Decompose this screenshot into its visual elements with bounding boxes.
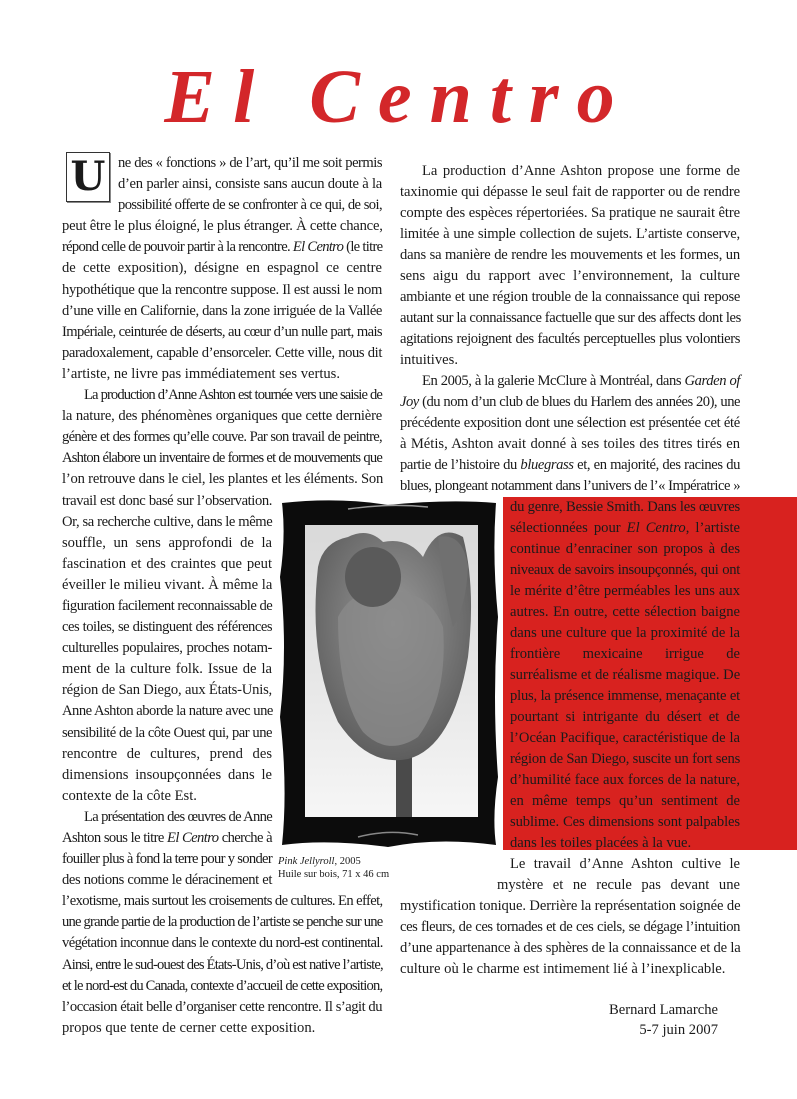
text-span: figuration facilement reconnaissable de — [62, 597, 273, 614]
text-line — [62, 828, 272, 849]
text-line — [118, 174, 382, 195]
text-line — [400, 938, 740, 959]
text-line — [62, 891, 382, 912]
text-line — [62, 301, 382, 322]
text-span: dans sa manière de rendre les mouvements et les formes, un — [400, 247, 740, 263]
page-title: El Centro — [164, 55, 633, 139]
text-line — [510, 539, 740, 560]
text-line — [62, 448, 382, 469]
right-column — [400, 161, 740, 980]
text-span: taxinomie qui dépasse le seul fait de rapporter ou de rendre — [400, 184, 740, 200]
text-span: du genre, Bessie Smith. Dans les œuvres — [510, 499, 740, 515]
italic-text: El Centro — [626, 520, 686, 536]
caption-medium: Huile sur bois, 71 x 46 cm — [278, 869, 390, 880]
left-column — [62, 153, 382, 1039]
text-line — [62, 237, 382, 258]
text-line — [62, 638, 272, 659]
text-span: culturelles populaires, proches notam- — [62, 640, 272, 657]
text-span: Ashton sous le titre — [62, 830, 167, 846]
text-line — [400, 476, 740, 497]
text-line — [400, 371, 740, 392]
text-line — [510, 560, 740, 581]
text-line — [62, 659, 272, 680]
text-span: pourtant si intrigante du désert et de — [510, 709, 740, 725]
text-span: propos que tente de cerner cette exposition. — [62, 1019, 316, 1036]
text-line — [62, 680, 272, 701]
text-span: possibilité offerte de se confronter à ce qui, de soi, — [118, 197, 382, 214]
text-span: Anne Ashton aborde la nature avec une — [62, 703, 273, 720]
text-span: ces fleurs, de ces tornades et de ces ciels, se dégage l’intuition — [400, 919, 740, 935]
text-line — [62, 406, 382, 427]
text-span: Le travail d’Anne Ashton cultive le — [510, 856, 740, 872]
signature-date: 5-7 juin 2007 — [639, 1022, 718, 1038]
text-span: surréalisme et de réalisme magique. De — [510, 667, 741, 683]
text-line — [62, 849, 272, 870]
text-line — [62, 575, 272, 596]
text-span: dans une culture que la proximité de la — [510, 625, 740, 641]
text-span: sublime. Ces dimensions sont palpables — [510, 814, 740, 830]
text-span: d’en parler ainsi, consiste sans aucun doute à la — [118, 176, 382, 193]
text-span: autant sur la connaissance factuelle que sur des affects dont les — [400, 310, 741, 326]
text-line — [400, 392, 740, 413]
text-line — [62, 807, 272, 828]
text-span: répond celle de pouvoir partir à la rencontre. — [62, 239, 293, 256]
text-line — [510, 791, 740, 812]
text-line — [510, 602, 740, 623]
text-line — [62, 1018, 382, 1039]
text-span: compte des espèces répertoriées. Sa pratique ne saurait être — [400, 205, 740, 221]
text-line — [62, 216, 382, 237]
text-span: niveaux de savoirs insoupçonnés, qui ont — [510, 562, 740, 578]
text-span: région de San Diego, aux États-Unis, — [62, 682, 272, 699]
text-line — [510, 854, 740, 875]
text-span: En 2005, à la galerie McClure à Montréal, dans — [422, 373, 685, 389]
text-line — [62, 933, 382, 954]
text-span: l’on retrouve dans le ciel, les plantes et les éléments. Son — [62, 471, 384, 488]
text-span: Impériale, ceinturée de déserts, au cœur d’un nulle part, mais — [62, 323, 382, 340]
text-line — [400, 455, 740, 476]
text-line — [62, 744, 272, 765]
text-line — [400, 959, 740, 980]
text-span: l’artiste, ne livre pas immédiatement ses vertus. — [62, 365, 341, 382]
text-line — [62, 786, 272, 807]
text-span: sens aigu du rapport avec l’environnement, la culture — [400, 268, 740, 284]
text-line — [62, 596, 272, 617]
text-span: et, en majorité, des racines du — [573, 457, 740, 473]
text-line — [62, 617, 272, 638]
text-span: le mérite d’être perméables les uns aux — [510, 583, 740, 599]
text-span: peut être le plus éloigné, le plus étranger. À cette chance, — [62, 218, 383, 235]
text-line — [62, 870, 272, 891]
text-line — [62, 976, 382, 997]
text-line — [118, 195, 382, 216]
text-line — [400, 917, 740, 938]
text-line — [62, 765, 272, 786]
text-line — [62, 701, 272, 722]
text-span: Ainsi, entre le sud-ouest des États-Unis, d’où est native l’artiste, — [62, 956, 383, 973]
text-span: ment de la culture folk. Issue de la — [62, 661, 272, 678]
text-span: précédente exposition dont une sélection est présentée cet été — [400, 415, 740, 431]
text-line — [62, 554, 272, 575]
italic-text: El Centro — [167, 830, 219, 846]
text-span: une grande partie de la production de l’artiste se penche sur une — [62, 914, 383, 931]
text-span: culture où le charme est intimement lié à l’inexplicable. — [400, 961, 726, 977]
text-span: dans les toiles placées à la vue. — [510, 835, 692, 851]
text-line — [510, 665, 740, 686]
text-line — [400, 245, 740, 266]
text-span: continue d’enraciner son propos à des — [510, 541, 740, 557]
text-span: d’une appartenance à des sphères de la connaissance et de la — [400, 940, 741, 956]
text-span: partie de l’histoire du — [400, 457, 521, 473]
text-span: sélectionnées pour — [510, 520, 627, 536]
text-line — [400, 182, 740, 203]
text-span: dimensions insoupçonnées dans le — [62, 766, 272, 783]
text-line — [62, 364, 382, 385]
text-line — [400, 434, 740, 455]
text-line — [62, 533, 272, 554]
italic-text: Garden of — [684, 373, 740, 389]
text-line — [510, 686, 740, 707]
text-line — [62, 343, 382, 364]
text-line — [62, 258, 382, 279]
text-span: intuitives. — [400, 352, 458, 368]
text-span: de cette exposition), désigne en espagnol ce centre — [62, 260, 382, 277]
text-span: fascination et des craintes que peut — [62, 555, 272, 572]
text-span: contexte de la côte Est. — [62, 787, 197, 804]
text-span: , l’artiste — [685, 520, 740, 536]
text-span: l’occasion était belle d’organiser cette rencontre. Il s’agit du — [62, 998, 382, 1015]
text-line — [400, 350, 740, 371]
text-span: en même temps qu’un sentiment de — [510, 793, 740, 809]
text-line — [400, 161, 740, 182]
italic-text: Joy — [400, 394, 419, 410]
text-line — [510, 518, 740, 539]
text-line — [510, 833, 740, 854]
signature — [609, 1000, 718, 1040]
text-span: Ashton élabore un inventaire de formes et de mouvements que — [62, 450, 382, 467]
text-span: des notions comme le déracinement et — [62, 872, 272, 889]
text-line — [510, 812, 740, 833]
text-span: La production d’Anne Ashton propose une forme de — [422, 163, 740, 179]
text-line — [62, 512, 272, 533]
text-span: ces toiles, se distinguent des références — [62, 619, 272, 636]
text-span: mystère et ne recule pas devant une — [497, 877, 740, 893]
author-name: Bernard Lamarche — [609, 1002, 718, 1018]
text-span: mystification tonique. Derrière la représentation soignée de — [400, 898, 741, 914]
text-span: sensibilité de la côte Ouest qui, par une — [62, 724, 272, 741]
text-span: l’exotisme, mais surtout les croisements de cultures. En effet, — [62, 893, 383, 910]
caption-year: , 2005 — [334, 856, 361, 867]
text-span: (le titre — [343, 239, 383, 256]
text-span: souffle, un sens approfondi de la — [62, 534, 272, 551]
text-span: autres. En outre, cette sélection baigne — [510, 604, 740, 620]
text-span: plus, la présence immense, menaçante et — [510, 688, 740, 704]
text-span: et le nord-est du Canada, contexte d’accueil de cette exposition, — [62, 977, 383, 994]
text-line — [400, 896, 740, 917]
text-span: éveiller le milieu vivant. À même la — [62, 576, 273, 593]
text-span: fouiller plus à fond la terre pour y sonder — [62, 851, 272, 868]
italic-text: bluegrass — [520, 457, 574, 473]
text-line — [510, 707, 740, 728]
text-span: (du nom d’un club de blues du Harlem des années 20), une — [418, 394, 740, 410]
text-span: la nature, des phénomènes organiques que cette dernière — [62, 408, 382, 425]
text-line — [400, 413, 740, 434]
text-line — [510, 497, 740, 518]
text-span: d’une ville en Californie, dans la zone irriguée de la Vallée — [62, 302, 382, 319]
text-span: La présentation des œuvres de Anne — [84, 808, 272, 825]
text-line — [62, 912, 382, 933]
text-line — [510, 770, 740, 791]
text-span: l’Océan Pacifique, caractéristique de la — [510, 730, 740, 746]
text-line — [62, 427, 382, 448]
text-line — [62, 491, 272, 512]
text-span: cherche à — [218, 830, 272, 846]
caption-title: Pink Jellyroll — [278, 856, 335, 867]
text-line — [497, 875, 740, 896]
drop-cap: U — [66, 152, 110, 202]
text-line — [400, 308, 740, 329]
text-span: rencontre de cultures, prend des — [62, 745, 272, 762]
text-span: hypothétique que la rencontre suppose. Il est aussi le nom — [62, 281, 382, 298]
text-line — [62, 385, 382, 406]
text-line — [510, 581, 740, 602]
text-line — [510, 623, 740, 644]
text-line — [62, 280, 382, 301]
text-span: génère et des formes qu’elle couve. Par son travail de peintre, — [62, 429, 382, 446]
text-span: frontière mexicaine irrigue de — [510, 646, 740, 662]
text-line — [62, 955, 382, 976]
text-span: paradoxalement, capable d’ensorceler. Cette ville, nous dit — [62, 344, 382, 361]
text-span: région de San Diego, suscite un fort sens — [510, 751, 741, 767]
text-span: végétation inconnue dans le contexte du nord-est continental. — [62, 935, 383, 952]
text-line — [400, 287, 740, 308]
text-line — [62, 723, 272, 744]
text-line — [62, 469, 382, 490]
text-span: blues, plongeant notamment dans l’univers de l’« Impératrice » — [400, 478, 740, 494]
text-line — [400, 329, 740, 350]
text-span: ambiante et une région trouble de la connaissance qui repose — [400, 289, 740, 305]
text-span: agitations rejoignent des facultés perceptuelles plus volontiers — [400, 331, 740, 347]
text-line — [62, 997, 382, 1018]
text-line — [62, 322, 382, 343]
text-span: à Métis, Ashton avait donné à ses toiles des titres tirés en — [400, 436, 740, 452]
italic-text: El Centro — [292, 239, 344, 256]
text-line — [400, 203, 740, 224]
text-span: Or, sa recherche cultive, dans le même — [62, 513, 273, 530]
text-span: d’humilité face aux forces de la nature, — [510, 772, 740, 788]
text-span: La production d’Anne Ashton est tournée vers une saisie de — [84, 387, 382, 404]
text-line — [510, 728, 740, 749]
text-span: ne des « fonctions » de l’art, qu’il me soit permis — [118, 155, 382, 171]
text-span: limitée à une simple collection de sujets. L’artiste conserve, — [400, 226, 740, 242]
text-line — [510, 749, 740, 770]
text-line — [400, 266, 740, 287]
text-span: travail est donc basé sur l’observation. — [62, 492, 272, 509]
text-line — [118, 153, 382, 174]
text-line — [400, 224, 740, 245]
text-line — [510, 644, 740, 665]
